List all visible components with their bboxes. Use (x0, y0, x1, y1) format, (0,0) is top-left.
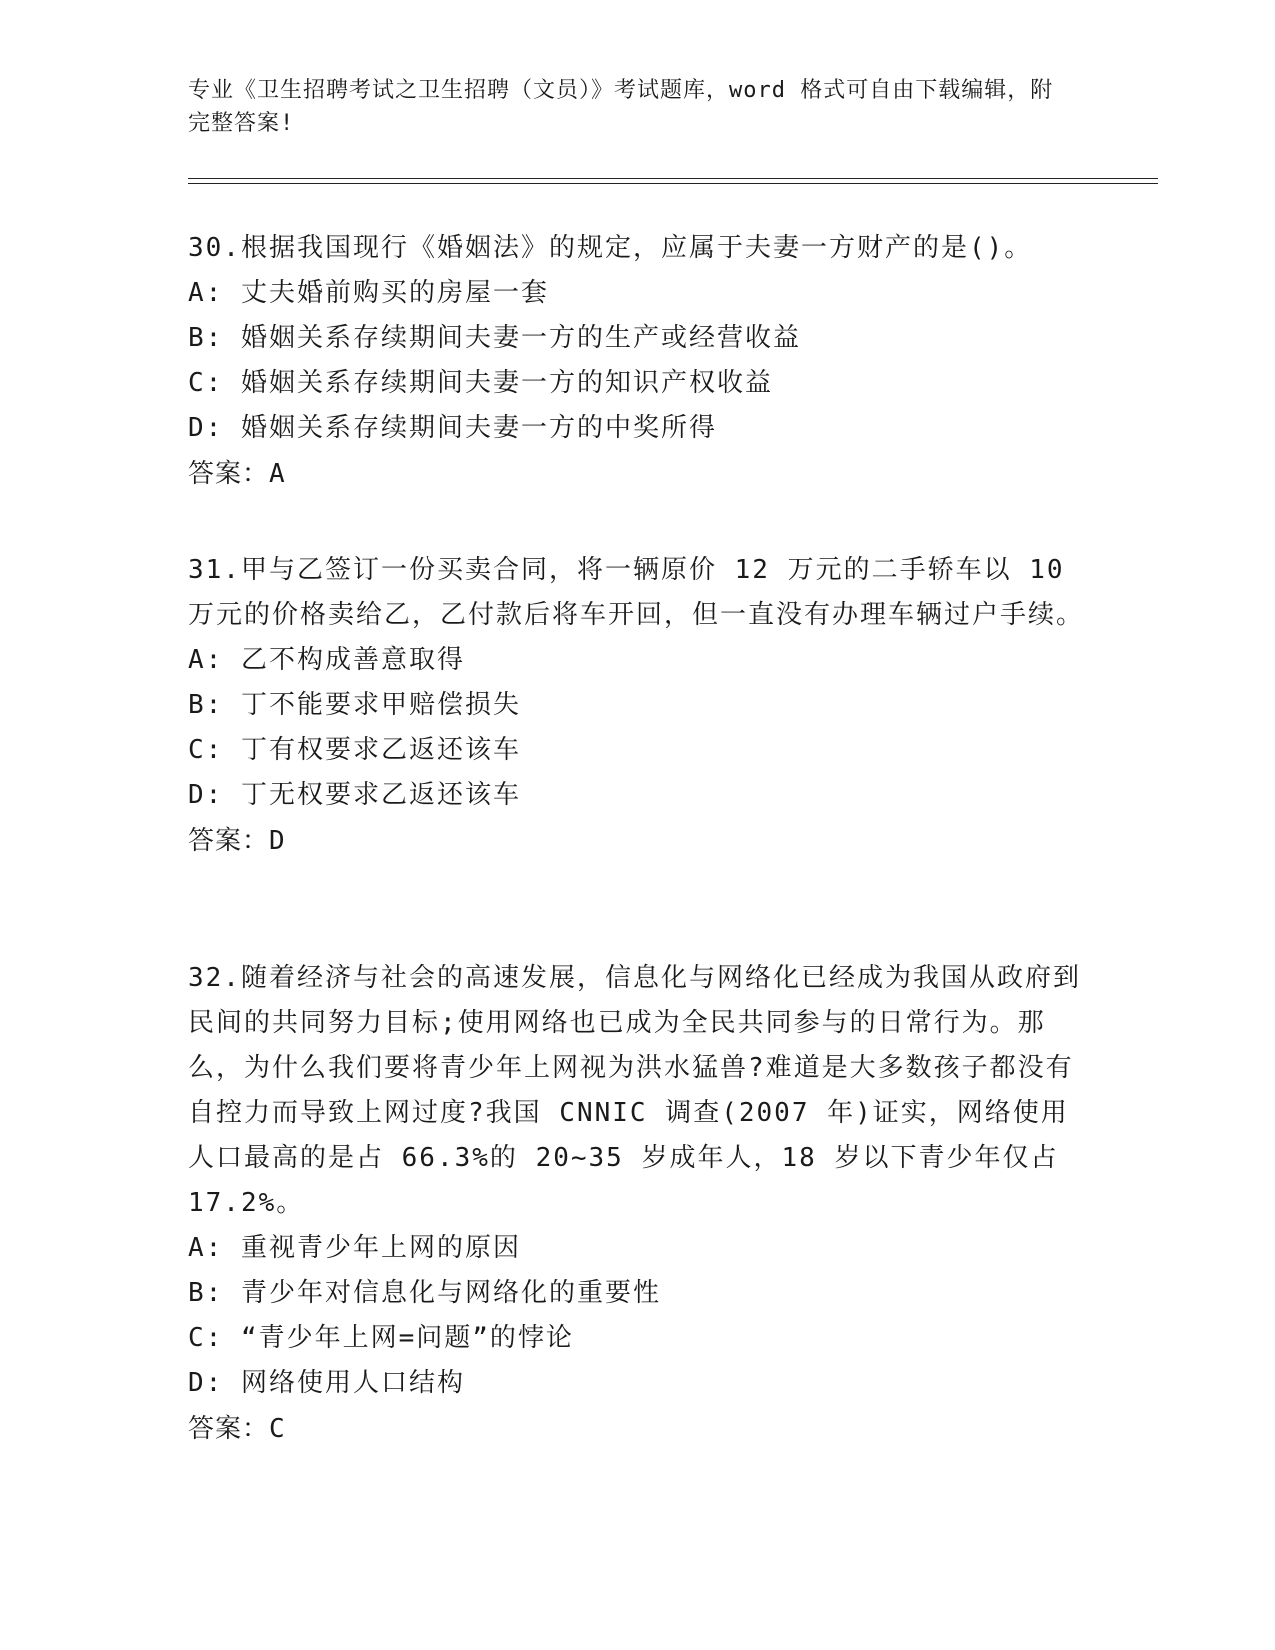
option-d: D: 丁无权要求乙返还该车 (188, 780, 521, 810)
question-stem: 32.随着经济与社会的高速发展，信息化与网络化已经成为我国从政府到民间的共同努力目标;使用网络也已成为全民共同参与的日常行为。那么，为什么我们要将青少年上网视为洪水猛兽?难道是大多数孩子都没有自控力而导致上网过度?我国 CNNIC 调查(2007 年)证实，网络使用人口最高的是占 66.3%的 20~35 岁成年人，18 岁以下青少年仅占 17.2%。 (188, 963, 1081, 1218)
question-32 (188, 956, 1088, 1452)
answer-label: 答案： (188, 459, 270, 489)
question-stem: 31.甲与乙签订一份买卖合同，将一辆原价 12 万元的二手轿车以 10 万元的价格卖给乙，乙付款后将车开回，但一直没有办理车辆过户手续。 (188, 555, 1085, 630)
option-b: B: 婚姻关系存续期间夫妻一方的生产或经营收益 (188, 323, 801, 353)
question-31 (188, 548, 1088, 864)
option-d: D: 网络使用人口结构 (188, 1368, 465, 1398)
answer-line (188, 818, 1088, 864)
answer-value: A (269, 459, 286, 489)
option-b: B: 丁不能要求甲赔偿损失 (188, 690, 521, 720)
option-c: C: 婚姻关系存续期间夫妻一方的知识产权收益 (188, 368, 773, 398)
option-a: A: 乙不构成善意取得 (188, 645, 465, 675)
option-d: D: 婚姻关系存续期间夫妻一方的中奖所得 (188, 413, 717, 443)
answer-line (188, 1406, 1088, 1452)
answer-value: D (269, 826, 286, 856)
answer-line (188, 451, 1088, 497)
option-a: A: 重视青少年上网的原因 (188, 1233, 521, 1263)
document-header: 专业《卫生招聘考试之卫生招聘（文员）》考试题库，word 格式可自由下载编辑，附完整答案! (188, 78, 1054, 136)
answer-label: 答案： (188, 826, 270, 856)
header-double-rule (188, 178, 1158, 184)
option-c: C: 丁有权要求乙返还该车 (188, 735, 521, 765)
question-30 (188, 226, 1088, 497)
option-a: A: 丈夫婚前购买的房屋一套 (188, 278, 549, 308)
answer-label: 答案： (188, 1414, 270, 1444)
option-b: B: 青少年对信息化与网络化的重要性 (188, 1278, 661, 1308)
answer-value: C (269, 1414, 286, 1444)
option-c: C: “青少年上网=问题”的悖论 (188, 1323, 574, 1353)
question-stem: 30.根据我国现行《婚姻法》的规定，应属于夫妻一方财产的是()。 (188, 233, 1033, 263)
